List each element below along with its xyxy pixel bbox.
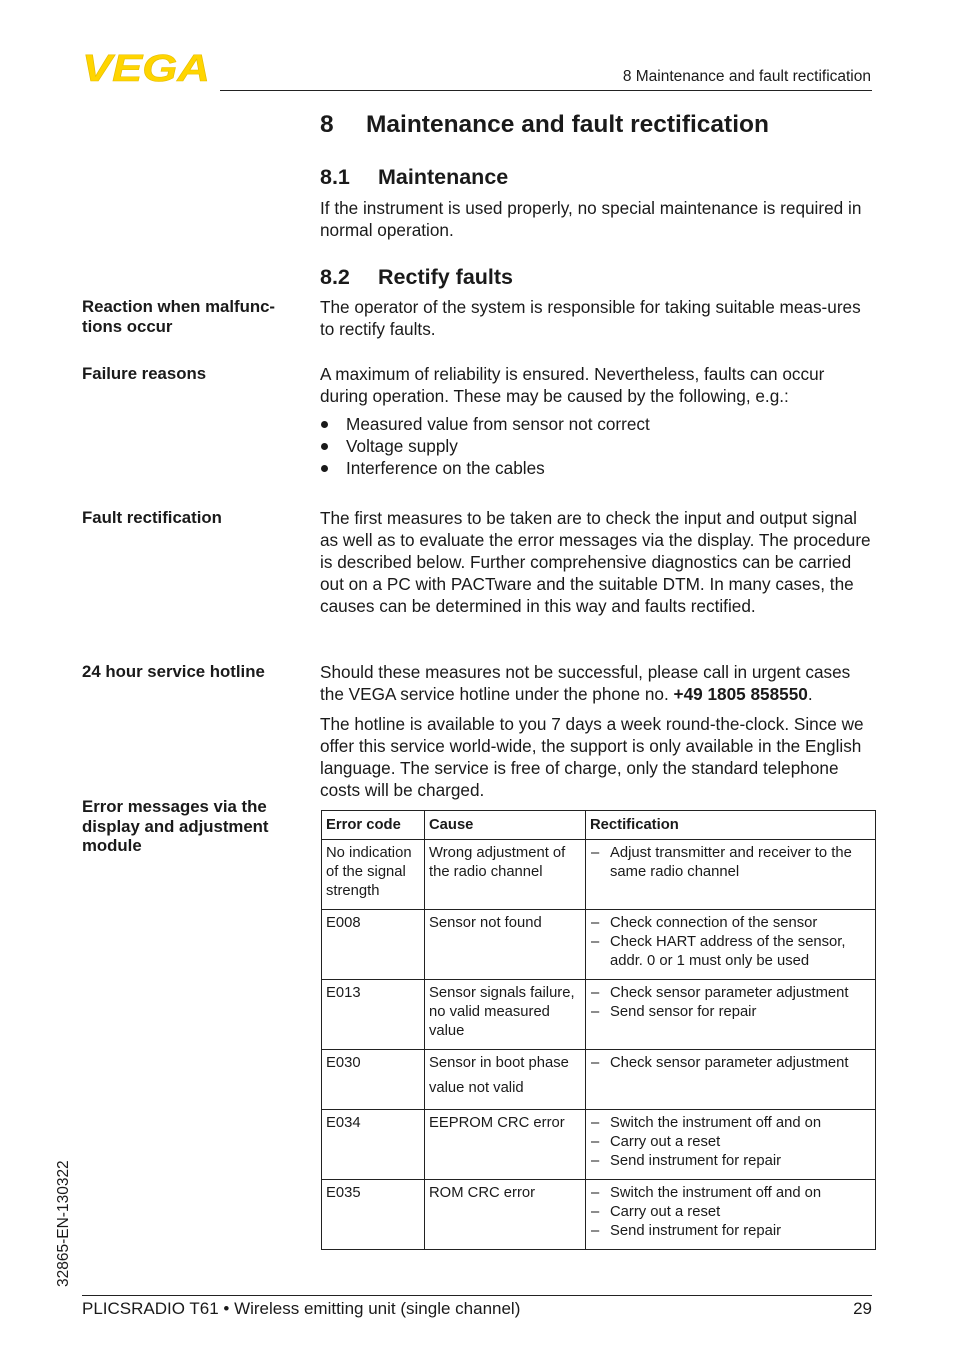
table-row (322, 980, 876, 1050)
rectification-step: – Carry out a reset (590, 1203, 871, 1222)
bullet-item: Voltage supply (320, 435, 876, 457)
section-heading-maintenance (320, 165, 508, 190)
section-number: 8.1 (320, 165, 350, 189)
hotline-section (320, 661, 876, 801)
hotline-paragraph (320, 661, 876, 705)
document-code: 32865-EN-130322 (55, 1160, 72, 1287)
failure-text: A maximum of reliability is ensured. Nevertheless, faults can occur during operation. These may be caused by the following, e.g.: (320, 364, 825, 406)
hotline-text: Should these measures not be successful, please call in urgent cases the VEGA service hotline under the phone no. (320, 662, 851, 704)
rectification-step: – Send instrument for repair (590, 1152, 871, 1171)
section-title: Maintenance (378, 165, 509, 189)
section-number: 8.2 (320, 265, 350, 289)
header-cause: Cause (425, 811, 586, 840)
table-row (322, 1110, 876, 1180)
rectification-cell (586, 1110, 876, 1180)
page-number: 29 (853, 1299, 872, 1318)
table-header-row (322, 811, 876, 840)
bullet-item: Interference on the cables (320, 457, 876, 479)
rectification-step: – Check sensor parameter adjustment (590, 1054, 871, 1073)
failure-section (320, 363, 876, 479)
chapter-number: 8 (320, 111, 334, 138)
error-code-cell: E008 (322, 910, 425, 980)
maintenance-text: If the instrument is used properly, no special maintenance is required in normal operation. (320, 198, 862, 240)
rectification-cell (586, 910, 876, 980)
fault-text: The first measures to be taken are to check the input and output signal as well as to evaluate the error messages via the display. The procedure is described below. Further comprehensive diagnostics can be carried out on a PC with PACTware and the suitable DTM. In many cases, the causes can be determined in this way and faults rectified. (320, 508, 871, 616)
failure-bullet-list (320, 413, 876, 479)
margin-label-hotline: 24 hour service hotline (82, 662, 265, 681)
margin-label-errors: Error messages via the display and adjustment module (82, 797, 269, 855)
error-table (321, 810, 876, 1250)
section-title: Rectify faults (378, 265, 514, 289)
table-row (322, 1050, 876, 1110)
header-section-ref: 8 Maintenance and fault rectification (622, 68, 871, 85)
rectification-cell (586, 980, 876, 1050)
chapter-title: Maintenance and fault rectification (366, 111, 769, 138)
table-row (322, 1180, 876, 1250)
header-rectification: Rectification (586, 811, 876, 840)
section-heading-rectify (320, 265, 513, 290)
rectification-step: – Adjust transmitter and receiver to the same radio channel (590, 844, 871, 882)
cause-cell: EEPROM CRC error (425, 1110, 586, 1180)
error-code-cell: No indication of the signal strength (322, 840, 425, 910)
margin-label-reaction: Reaction when malfunc-tions occur (82, 297, 276, 336)
footer-doc-title: PLICSRADIO T61 • Wireless emitting unit (single channel) (82, 1299, 521, 1318)
footer-divider (82, 1295, 872, 1296)
table-row (322, 840, 876, 910)
hotline-availability-text: The hotline is available to you 7 days a week round-the-clock. Since we offer this service world-wide, the support is only available in the English language. The service is free of charge, only the standard telephone costs will be charged. (320, 714, 864, 800)
rectification-cell (586, 1180, 876, 1250)
rectification-step: – Carry out a reset (590, 1133, 871, 1152)
rectification-step: – Check connection of the sensor (590, 914, 871, 933)
margin-label-fault: Fault rectification (82, 508, 222, 527)
header-error-code: Error code (322, 811, 425, 840)
hotline-phone: +49 1805 858550 (673, 684, 808, 704)
error-code-cell: E035 (322, 1180, 425, 1250)
error-code-cell: E013 (322, 980, 425, 1050)
rectification-step: – Check HART address of the sensor, addr. 0 or 1 must only be used (590, 933, 871, 971)
header-divider (220, 90, 872, 91)
rectification-cell (586, 1050, 876, 1110)
rectification-step: – Send instrument for repair (590, 1222, 871, 1241)
vega-logo (82, 50, 212, 86)
rectification-step: – Switch the instrument off and on (590, 1184, 871, 1203)
cause-cell: Sensor in boot phase value not valid (425, 1050, 586, 1110)
table-row (322, 910, 876, 980)
rectification-step: – Switch the instrument off and on (590, 1114, 871, 1133)
cause-cell: ROM CRC error (425, 1180, 586, 1250)
rectification-step: – Check sensor parameter adjustment (590, 984, 871, 1003)
rectification-step: – Send sensor for repair (590, 1003, 871, 1022)
chapter-heading (320, 111, 769, 139)
vega-logo-text: VEGA (82, 50, 210, 86)
error-code-cell: E030 (322, 1050, 425, 1110)
cause-cell: Sensor signals failure, no valid measured value (425, 980, 586, 1050)
reaction-text: The operator of the system is responsible for taking suitable meas-ures to rectify faults. (320, 297, 861, 339)
cause-cell: Sensor not found (425, 910, 586, 980)
margin-label-failure: Failure reasons (82, 364, 207, 383)
bullet-item: Measured value from sensor not correct (320, 413, 876, 435)
cause-cell: Wrong adjustment of the radio channel (425, 840, 586, 910)
error-code-cell: E034 (322, 1110, 425, 1180)
rectification-cell (586, 840, 876, 910)
hotline-text-end: . (807, 684, 813, 704)
